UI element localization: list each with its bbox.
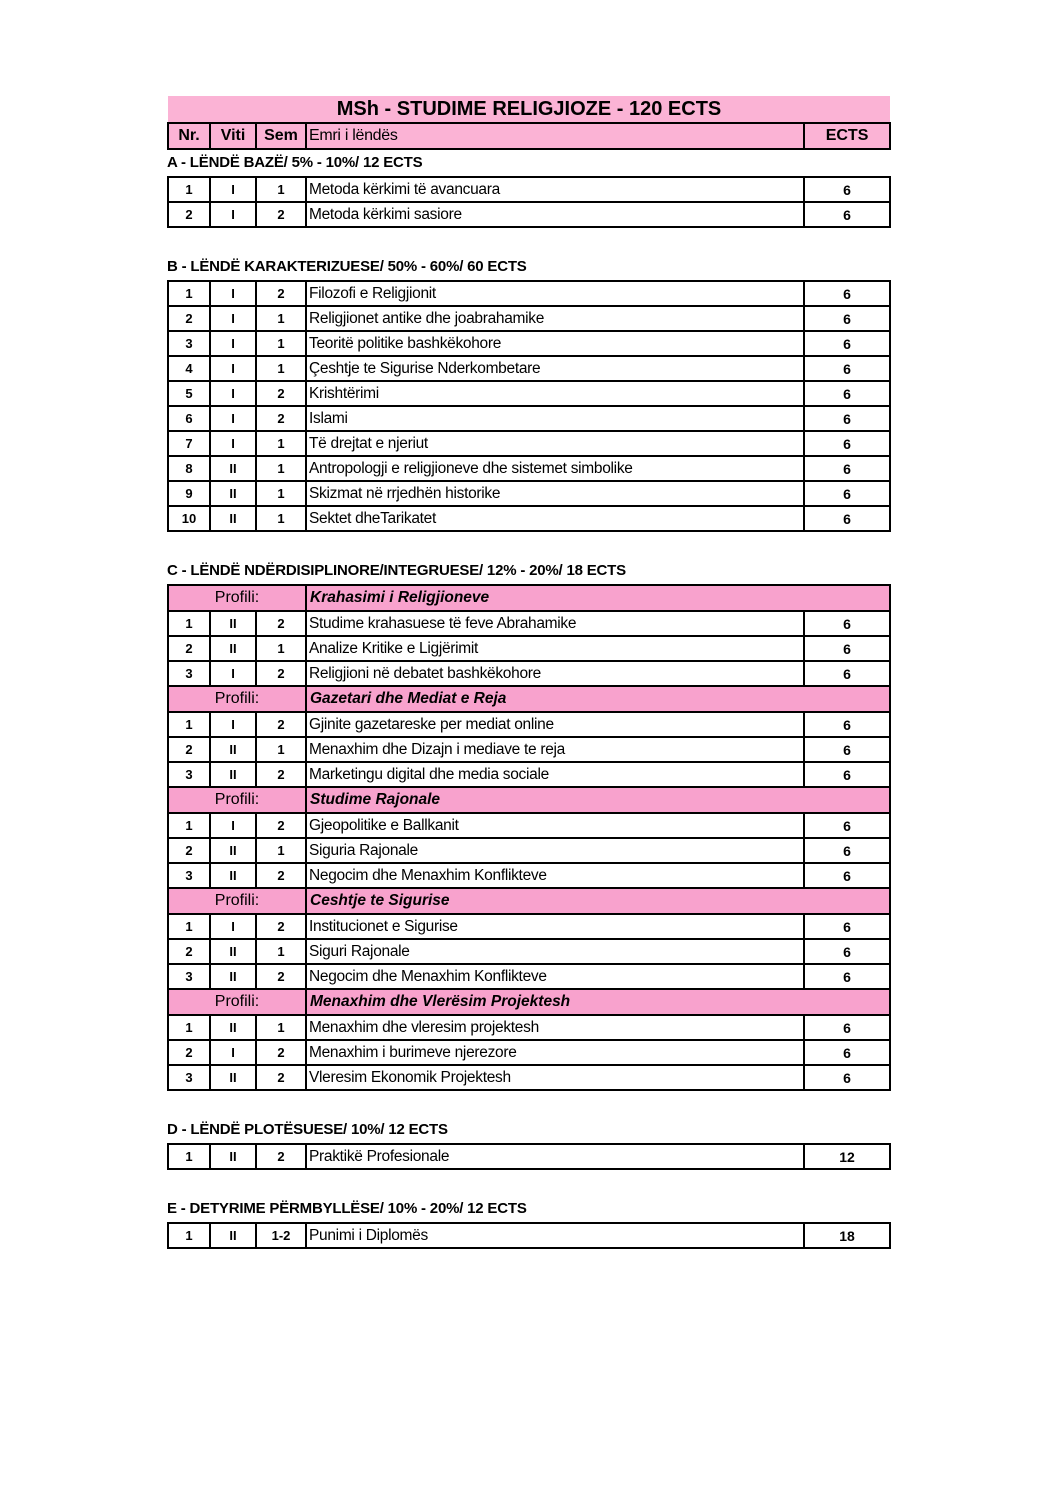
course-viti: I (210, 281, 256, 306)
profile-label: Profili: (168, 686, 306, 712)
course-viti: I (210, 813, 256, 838)
course-name: Krishtërimi (306, 381, 804, 406)
course-nr: 2 (168, 838, 210, 863)
section-heading: A - LËNDË BAZË/ 5% - 10%/ 12 ECTS (167, 154, 423, 171)
section-heading: C - LËNDË NDËRDISIPLINORE/INTEGRUESE/ 12% - 20%/ 18 ECTS (167, 562, 626, 579)
course-sem: 1 (256, 431, 306, 456)
course-viti: I (210, 356, 256, 381)
course-sem: 2 (256, 406, 306, 431)
course-name: Gjinite gazetareske per mediat online (306, 712, 804, 737)
course-ects: 6 (804, 611, 890, 636)
course-sem: 1-2 (256, 1223, 306, 1248)
course-viti: I (210, 712, 256, 737)
section-table (167, 280, 891, 532)
profile-name: Krahasimi i Religjioneve (306, 585, 890, 611)
profile-row (168, 686, 890, 712)
course-name: Analize Kritike e Ligjërimit (306, 636, 804, 661)
course-ects: 6 (804, 964, 890, 989)
course-row (168, 306, 890, 331)
course-ects: 6 (804, 456, 890, 481)
section-table (167, 1143, 891, 1170)
course-sem: 1 (256, 939, 306, 964)
course-ects: 12 (804, 1144, 890, 1169)
course-sem: 2 (256, 1144, 306, 1169)
course-row (168, 813, 890, 838)
course-nr: 5 (168, 381, 210, 406)
course-ects: 6 (804, 914, 890, 939)
course-nr: 1 (168, 1223, 210, 1248)
course-sem: 1 (256, 306, 306, 331)
course-sem: 1 (256, 1015, 306, 1040)
course-sem: 1 (256, 331, 306, 356)
profile-name: Gazetari dhe Mediat e Reja (306, 686, 890, 712)
course-nr: 10 (168, 506, 210, 531)
course-nr: 6 (168, 406, 210, 431)
course-ects: 6 (804, 1065, 890, 1090)
course-viti: II (210, 481, 256, 506)
course-sem: 2 (256, 863, 306, 888)
course-row (168, 762, 890, 787)
course-name: Metoda kërkimi sasiore (306, 202, 804, 227)
course-ects: 6 (804, 381, 890, 406)
course-viti: II (210, 1223, 256, 1248)
course-sem: 2 (256, 762, 306, 787)
course-row (168, 1015, 890, 1040)
course-row (168, 406, 890, 431)
course-sem: 2 (256, 611, 306, 636)
course-name: Çeshtje te Sigurise Nderkombetare (306, 356, 804, 381)
course-nr: 1 (168, 611, 210, 636)
course-nr: 2 (168, 636, 210, 661)
course-name: Religjionet antike dhe joabrahamike (306, 306, 804, 331)
course-nr: 3 (168, 863, 210, 888)
course-row (168, 939, 890, 964)
course-row (168, 381, 890, 406)
course-viti: I (210, 661, 256, 686)
course-viti: II (210, 1015, 256, 1040)
course-viti: I (210, 381, 256, 406)
course-name: Studime krahasuese të feve Abrahamike (306, 611, 804, 636)
course-ects: 6 (804, 202, 890, 227)
course-viti: II (210, 456, 256, 481)
course-ects: 6 (804, 712, 890, 737)
course-row (168, 356, 890, 381)
course-ects: 6 (804, 306, 890, 331)
course-ects: 6 (804, 762, 890, 787)
course-viti: I (210, 1040, 256, 1065)
course-sem: 2 (256, 914, 306, 939)
course-row (168, 331, 890, 356)
course-viti: II (210, 964, 256, 989)
course-row (168, 431, 890, 456)
header-viti: Viti (210, 123, 256, 149)
profile-row (168, 585, 890, 611)
section-gap (167, 532, 889, 558)
course-ects: 18 (804, 1223, 890, 1248)
course-row (168, 481, 890, 506)
course-viti: II (210, 1065, 256, 1090)
course-ects: 6 (804, 1015, 890, 1040)
course-ects: 6 (804, 331, 890, 356)
course-viti: II (210, 1144, 256, 1169)
course-nr: 3 (168, 661, 210, 686)
course-sem: 1 (256, 506, 306, 531)
course-row (168, 661, 890, 686)
course-sem: 1 (256, 177, 306, 202)
course-nr: 1 (168, 281, 210, 306)
course-ects: 6 (804, 481, 890, 506)
course-name: Menaxhim i burimeve njerezore (306, 1040, 804, 1065)
course-sem: 1 (256, 356, 306, 381)
course-nr: 1 (168, 813, 210, 838)
course-nr: 2 (168, 939, 210, 964)
course-ects: 6 (804, 813, 890, 838)
course-name: Marketingu digital dhe media sociale (306, 762, 804, 787)
section-heading: B - LËNDË KARAKTERIZUESE/ 50% - 60%/ 60 ECTS (167, 258, 527, 275)
header-nr: Nr. (168, 123, 210, 149)
page-title: MSh - STUDIME RELIGJIOZE - 120 ECTS (168, 96, 890, 123)
course-ects: 6 (804, 636, 890, 661)
course-sem: 2 (256, 1065, 306, 1090)
course-row (168, 281, 890, 306)
course-row (168, 712, 890, 737)
course-viti: II (210, 737, 256, 762)
course-ects: 6 (804, 281, 890, 306)
profile-row (168, 989, 890, 1015)
course-name: Praktikë Profesionale (306, 1144, 804, 1169)
course-ects: 6 (804, 661, 890, 686)
course-sem: 1 (256, 838, 306, 863)
header-table (167, 96, 891, 150)
course-name: Institucionet e Sigurise (306, 914, 804, 939)
course-ects: 6 (804, 356, 890, 381)
course-nr: 3 (168, 762, 210, 787)
course-viti: II (210, 636, 256, 661)
course-row (168, 611, 890, 636)
section-table (167, 176, 891, 228)
course-nr: 2 (168, 1040, 210, 1065)
course-viti: II (210, 762, 256, 787)
course-sem: 2 (256, 202, 306, 227)
course-name: Filozofi e Religjionit (306, 281, 804, 306)
course-ects: 6 (804, 177, 890, 202)
course-viti: II (210, 863, 256, 888)
course-row (168, 506, 890, 531)
header-sem: Sem (256, 123, 306, 149)
course-nr: 7 (168, 431, 210, 456)
course-viti: I (210, 306, 256, 331)
course-nr: 2 (168, 202, 210, 227)
course-ects: 6 (804, 939, 890, 964)
profile-name: Ceshtje te Sigurise (306, 888, 890, 914)
course-name: Negocim dhe Menaxhim Konflikteve (306, 863, 804, 888)
course-nr: 1 (168, 712, 210, 737)
course-name: Antropologji e religjioneve dhe sistemet simbolike (306, 456, 804, 481)
course-name: Negocim dhe Menaxhim Konflikteve (306, 964, 804, 989)
course-name: Vleresim Ekonomik Projektesh (306, 1065, 804, 1090)
course-name: Sektet dheTarikatet (306, 506, 804, 531)
course-name: Menaxhim dhe Dizajn i mediave te reja (306, 737, 804, 762)
course-name: Gjeopolitike e Ballkanit (306, 813, 804, 838)
course-ects: 6 (804, 838, 890, 863)
section-gap (167, 228, 889, 254)
curriculum-document (167, 96, 889, 1249)
course-sem: 2 (256, 964, 306, 989)
course-ects: 6 (804, 863, 890, 888)
course-row (168, 964, 890, 989)
course-nr: 3 (168, 331, 210, 356)
course-ects: 6 (804, 506, 890, 531)
profile-row (168, 787, 890, 813)
sections-container (167, 150, 889, 1249)
course-name: Metoda kërkimi të avancuara (306, 177, 804, 202)
course-name: Skizmat në rrjedhën historike (306, 481, 804, 506)
column-header-row (168, 123, 890, 149)
course-sem: 2 (256, 661, 306, 686)
course-nr: 9 (168, 481, 210, 506)
course-sem: 1 (256, 636, 306, 661)
course-row (168, 1223, 890, 1248)
section-table (167, 584, 891, 1091)
course-nr: 1 (168, 177, 210, 202)
course-name: Siguri Rajonale (306, 939, 804, 964)
course-viti: I (210, 406, 256, 431)
course-name: Religjioni në debatet bashkëkohore (306, 661, 804, 686)
course-sem: 2 (256, 281, 306, 306)
section-heading: D - LËNDË PLOTËSUESE/ 10%/ 12 ECTS (167, 1121, 448, 1138)
course-sem: 2 (256, 712, 306, 737)
course-row (168, 863, 890, 888)
course-ects: 6 (804, 1040, 890, 1065)
course-name: Të drejtat e njeriut (306, 431, 804, 456)
course-viti: II (210, 838, 256, 863)
course-viti: I (210, 331, 256, 356)
course-row (168, 636, 890, 661)
course-row (168, 914, 890, 939)
profile-label: Profili: (168, 989, 306, 1015)
course-sem: 1 (256, 481, 306, 506)
course-viti: II (210, 611, 256, 636)
course-viti: I (210, 177, 256, 202)
course-nr: 2 (168, 306, 210, 331)
header-ects: ECTS (804, 123, 890, 149)
section-gap (167, 1091, 889, 1117)
course-sem: 1 (256, 737, 306, 762)
profile-name: Menaxhim dhe Vlerësim Projektesh (306, 989, 890, 1015)
course-viti: I (210, 431, 256, 456)
course-sem: 2 (256, 1040, 306, 1065)
course-name: Islami (306, 406, 804, 431)
course-name: Siguria Rajonale (306, 838, 804, 863)
course-ects: 6 (804, 431, 890, 456)
profile-label: Profili: (168, 888, 306, 914)
course-row (168, 1065, 890, 1090)
section-table (167, 1222, 891, 1249)
section-heading: E - DETYRIME PËRMBYLLËSE/ 10% - 20%/ 12 ECTS (167, 1200, 527, 1217)
course-ects: 6 (804, 737, 890, 762)
course-nr: 1 (168, 1144, 210, 1169)
course-name: Menaxhim dhe vleresim projektesh (306, 1015, 804, 1040)
course-row (168, 1040, 890, 1065)
course-sem: 1 (256, 456, 306, 481)
course-nr: 1 (168, 914, 210, 939)
course-row (168, 737, 890, 762)
course-ects: 6 (804, 406, 890, 431)
course-name: Punimi i Diplomës (306, 1223, 804, 1248)
course-nr: 8 (168, 456, 210, 481)
course-row (168, 456, 890, 481)
course-row (168, 1144, 890, 1169)
course-sem: 2 (256, 381, 306, 406)
course-row (168, 202, 890, 227)
course-name: Teoritë politike bashkëkohore (306, 331, 804, 356)
course-nr: 1 (168, 1015, 210, 1040)
course-nr: 3 (168, 1065, 210, 1090)
course-nr: 2 (168, 737, 210, 762)
course-row (168, 177, 890, 202)
header-emri: Emri i lëndës (306, 123, 804, 149)
title-row (168, 96, 890, 123)
course-viti: I (210, 202, 256, 227)
course-nr: 4 (168, 356, 210, 381)
profile-label: Profili: (168, 787, 306, 813)
course-nr: 3 (168, 964, 210, 989)
profile-name: Studime Rajonale (306, 787, 890, 813)
profile-label: Profili: (168, 585, 306, 611)
course-viti: II (210, 506, 256, 531)
profile-row (168, 888, 890, 914)
course-row (168, 838, 890, 863)
course-sem: 2 (256, 813, 306, 838)
section-gap (167, 1170, 889, 1196)
course-viti: II (210, 939, 256, 964)
course-viti: I (210, 914, 256, 939)
